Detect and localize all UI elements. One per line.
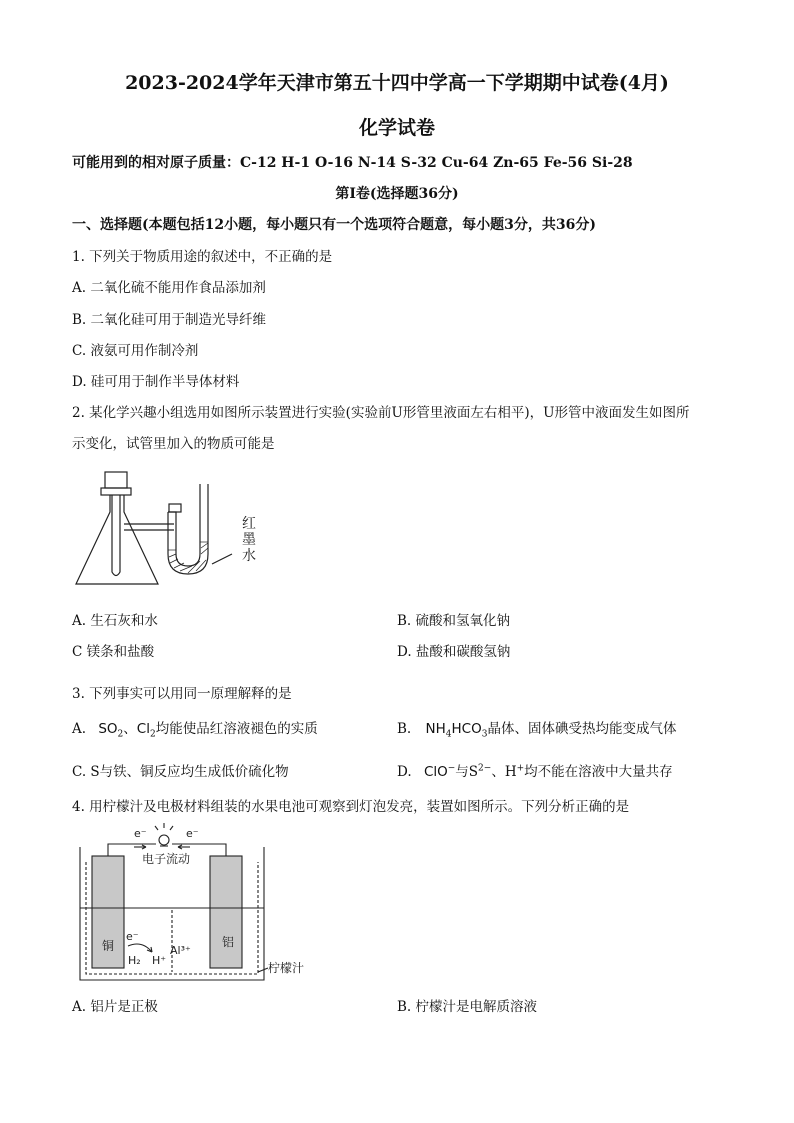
q4-label-copper: 铜 bbox=[102, 939, 115, 953]
q1-option-c: C. 液氨可用作制冷剂 bbox=[72, 343, 199, 359]
q3-b-rest: 晶体、固体碘受热均能变成气体 bbox=[487, 721, 677, 737]
exam-title: 2023-2024学年天津市第五十四中学高一下学期期中试卷(4月) bbox=[125, 72, 669, 94]
q4-label-lemon-juice: 柠檬汁 bbox=[268, 961, 305, 975]
q4-label-e-small: e⁻ bbox=[126, 930, 139, 943]
q3-stem: 3. 下列事实可以用同一原理解释的是 bbox=[72, 686, 292, 702]
q1-option-a: A. 二氧化硫不能用作食品添加剂 bbox=[72, 280, 266, 296]
q3-d-h-charge: + bbox=[516, 763, 525, 774]
q4-label-al-ion: Al³⁺ bbox=[170, 944, 191, 957]
q2-option-c: C 镁条和盐酸 bbox=[72, 644, 155, 660]
q2-label-hong: 红 bbox=[242, 516, 256, 532]
q2-option-d: D. 盐酸和碳酸氢钠 bbox=[397, 644, 511, 660]
q3-d-prefix: D. bbox=[397, 764, 412, 780]
q3-a-so: SO bbox=[98, 721, 118, 737]
q1-stem: 1. 下列关于物质用途的叙述中，不正确的是 bbox=[72, 249, 333, 265]
q4-stem: 4. 用柠檬汁及电极材料组装的水果电池可观察到灯泡发亮，装置如图所示。下列分析正确的是 bbox=[72, 799, 630, 815]
section-title: 一、选择题(本题包括12小题，每小题只有一个选项符合题意，每小题3分，共36分) bbox=[72, 217, 596, 233]
exam-subtitle: 化学试卷 bbox=[358, 117, 435, 139]
q3-b-prefix: B. bbox=[397, 721, 412, 737]
part-title: 第Ⅰ卷(选择题36分) bbox=[335, 186, 459, 202]
q2-stem-line2: 示变化，试管里加入的物质可能是 bbox=[72, 436, 275, 452]
q3-d-with-s: 与S bbox=[455, 764, 479, 780]
q1-option-b: B. 二氧化硅可用于制造光导纤维 bbox=[72, 312, 267, 328]
q2-stem-line1: 2. 某化学兴趣小组选用如图所示装置进行实验(实验前U形管里液面左右相平)，U形管中液面发生如图所 bbox=[72, 405, 690, 421]
q2-apparatus-figure bbox=[72, 462, 272, 592]
q4-label-electron-flow: 电子流动 bbox=[142, 852, 191, 866]
q4-label-aluminum: 铝 bbox=[222, 935, 235, 949]
q2-option-a: A. 生石灰和水 bbox=[72, 613, 158, 629]
q3-option-d bbox=[397, 760, 673, 780]
q3-a-prefix: A. bbox=[72, 721, 87, 737]
q2-option-b: B. 硫酸和氢氧化钠 bbox=[397, 613, 511, 629]
q3-d-clo-charge: − bbox=[447, 763, 456, 774]
q4-label-h-ion: H⁺ bbox=[152, 954, 167, 967]
q3-a-cl: Cl bbox=[136, 721, 150, 737]
q3-d-sep-h: 、H bbox=[491, 764, 517, 780]
q1-option-d: D. 硅可用于制作半导体材料 bbox=[72, 374, 240, 390]
q2-label-mo: 墨 bbox=[242, 532, 256, 548]
q3-d-s-charge: 2− bbox=[478, 763, 492, 774]
q4-option-b: B. 柠檬汁是电解质溶液 bbox=[397, 999, 538, 1015]
q3-b-hco: HCO bbox=[451, 721, 482, 737]
q3-a-so-sub: 2 bbox=[117, 729, 124, 740]
q3-a-sep: 、 bbox=[123, 721, 137, 737]
q4-label-e-right: e⁻ bbox=[186, 827, 199, 840]
q3-b-hco-sub: 3 bbox=[481, 729, 488, 740]
atomic-masses: 可能用到的相对原子质量：C-12 H-1 O-16 N-14 S-32 Cu-64 Zn-65 Fe-56 Si-28 bbox=[72, 155, 633, 171]
q3-option-c: C. S与铁、铜反应均生成低价硫化物 bbox=[72, 764, 289, 780]
q4-fruit-battery-figure bbox=[72, 822, 322, 987]
q2-label-shui: 水 bbox=[242, 548, 256, 564]
q4-label-e-left: e⁻ bbox=[134, 827, 147, 840]
q3-b-nh-sub: 4 bbox=[445, 729, 452, 740]
q3-option-b bbox=[397, 717, 676, 740]
q4-label-h2: H₂ bbox=[128, 954, 141, 967]
q3-option-a bbox=[72, 717, 318, 740]
q3-d-rest: 均不能在溶液中大量共存 bbox=[524, 764, 673, 780]
q3-d-clo: ClO bbox=[423, 764, 448, 780]
q4-option-a: A. 铝片是正极 bbox=[72, 999, 158, 1015]
q3-a-rest: 均能使品红溶液褪色的实质 bbox=[155, 721, 318, 737]
q3-a-cl-sub: 2 bbox=[149, 729, 156, 740]
q3-b-nh: NH bbox=[425, 721, 446, 737]
